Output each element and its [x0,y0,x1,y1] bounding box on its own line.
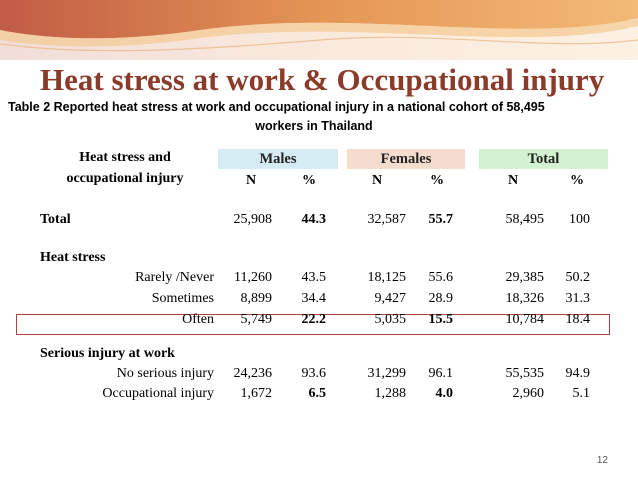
heat-row-females-n: 5,035 [374,312,406,327]
injury-row-total-n: 2,960 [512,386,544,401]
total-row-total-n: 58,495 [505,212,544,227]
injury-row-total-pct: 5.1 [572,386,590,401]
heat-row-females-pct: 15.5 [428,312,453,327]
group-header-males: Males [218,149,338,169]
heat-row-females-n: 18,125 [367,270,406,285]
decorative-wave-band [0,0,638,60]
total-row-males-n: 25,908 [233,212,272,227]
heat-row-label: Rarely /Never [135,270,214,285]
heat-row-females-pct: 28.9 [428,291,453,306]
females-pct-header: % [430,173,444,188]
heat-row-total-n: 29,385 [505,270,544,285]
total-row-females-n: 32,587 [367,212,406,227]
heat-row-females-pct: 55.6 [428,270,453,285]
total-pct-header: % [570,173,584,188]
heat-stress-section-label: Heat stress [40,250,106,265]
injury-row-total-pct: 94.9 [565,366,590,381]
males-n-header: N [245,173,257,188]
heat-row-label: Often [182,312,214,327]
heat-row-males-n: 8,899 [240,291,272,306]
total-row-label: Total [40,212,71,227]
injury-row-males-pct: 6.5 [308,386,326,401]
injury-row-males-n: 1,672 [240,386,272,401]
table-caption [8,98,620,136]
total-n-header: N [507,173,519,188]
total-row-females-pct: 55.7 [428,212,453,227]
heat-row-females-n: 9,427 [374,291,406,306]
group-header-total: Total [479,149,608,169]
total-row-males-pct: 44.3 [301,212,326,227]
caption-line-1: Table 2 Reported heat stress at work and occupational injury in a national cohort of 58,495 [8,100,545,114]
injury-row-label: Occupational injury [102,386,214,401]
stub-header-line-2: occupational injury [66,171,184,186]
females-n-header: N [371,173,383,188]
injury-row-males-pct: 93.6 [301,366,326,381]
heat-row-label: Sometimes [151,291,214,306]
injury-row-females-n: 31,299 [367,366,406,381]
heat-row-males-n: 11,260 [234,270,272,285]
heat-row-total-n: 18,326 [505,291,544,306]
caption-line-2: workers in Thailand [255,119,373,133]
injury-row-total-n: 55,535 [505,366,544,381]
injury-row-females-n: 1,288 [374,386,406,401]
heat-row-total-n: 10,784 [505,312,544,327]
injury-row-females-pct: 96.1 [428,366,453,381]
heat-row-total-pct: 18.4 [565,312,590,327]
page-number: 12 [596,455,608,466]
heat-row-total-pct: 31.3 [565,291,590,306]
injury-row-females-pct: 4.0 [435,386,453,401]
injury-row-males-n: 24,236 [233,366,272,381]
injury-section-label: Serious injury at work [40,346,175,361]
group-header-females: Females [347,149,465,169]
slide-title: Heat stress at work & Occupational injury [40,62,605,97]
stub-header-line-1: Heat stress and [79,150,171,165]
total-row-total-pct: 100 [569,212,590,227]
heat-row-males-n: 5,749 [240,312,272,327]
heat-row-males-pct: 22.2 [301,312,326,327]
heat-row-males-pct: 43.5 [301,270,326,285]
males-pct-header: % [302,173,316,188]
injury-row-label: No serious injury [116,366,214,381]
heat-row-total-pct: 50.2 [565,270,590,285]
heat-row-males-pct: 34.4 [301,291,326,306]
